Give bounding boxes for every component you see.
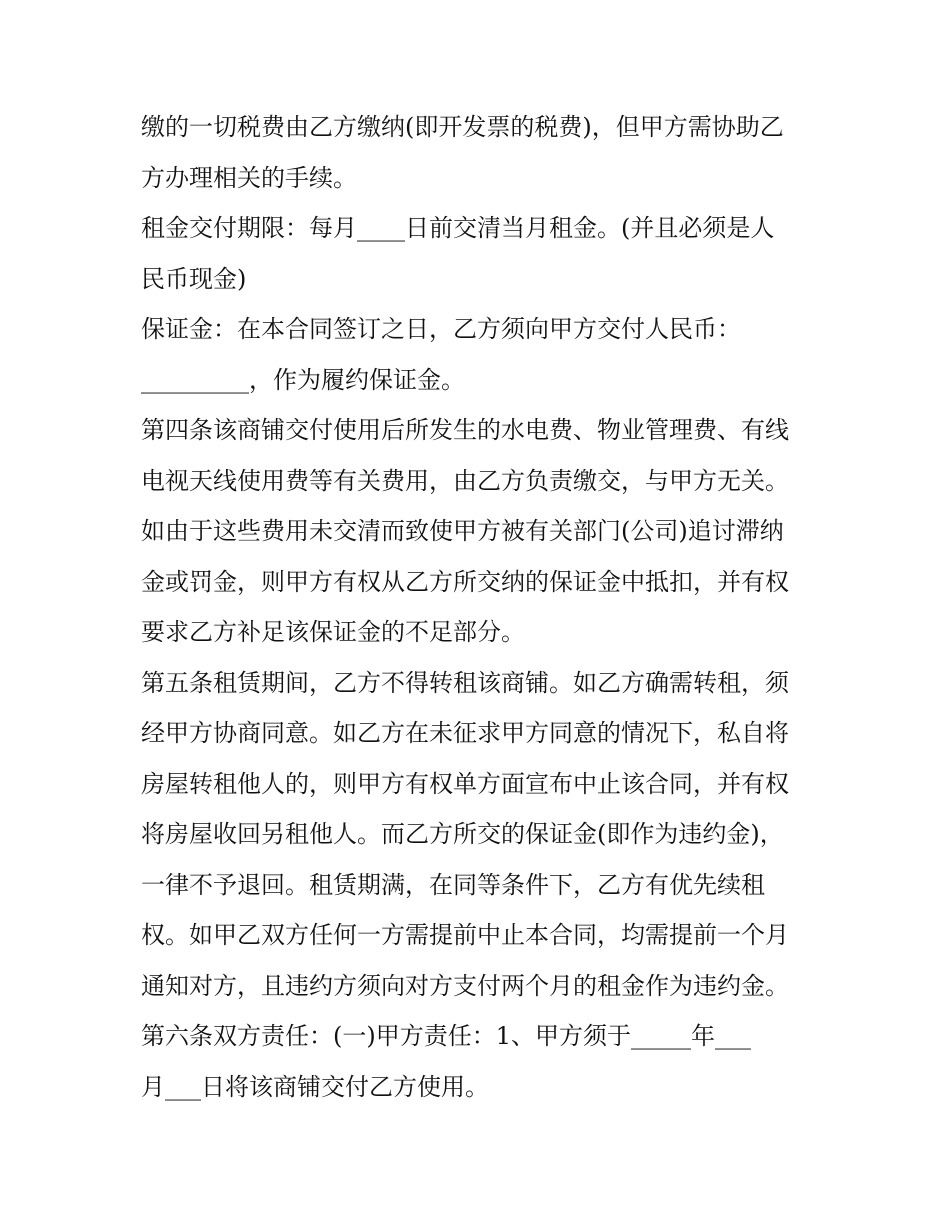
text-line: 一律不予退回。租赁期满，在同等条件下，乙方有优先续租 bbox=[141, 870, 765, 899]
text-line: 如由于这些费用未交清而致使甲方被有关部门(公司)追讨滞纳 bbox=[141, 517, 784, 545]
text-line: 月___日将该商铺交付乙方使用。 bbox=[141, 1072, 489, 1101]
text-line: 房屋转租他人的，则甲方有权单方面宣布中止该合同，并有权 bbox=[141, 769, 789, 798]
document-body bbox=[141, 102, 821, 1112]
text-line: 租金交付期限：每月____日前交清当月租金。(并且必须是人 bbox=[141, 214, 775, 242]
text-line: 将房屋收回另租他人。而乙方所交的保证金(即作为违约金)， bbox=[141, 820, 784, 848]
text-line: 通知对方，且违约方须向对方支付两个月的租金作为违约金。 bbox=[141, 971, 789, 1000]
text-line: 经甲方协商同意。如乙方在未征求甲方同意的情况下，私自将 bbox=[141, 719, 789, 747]
text-line: 金或罚金，则甲方有权从乙方所交纳的保证金中抵扣，并有权 bbox=[141, 567, 789, 596]
text-line: 第四条该商铺交付使用后所发生的水电费、物业管理费、有线 bbox=[141, 416, 789, 444]
text-line: 缴的一切税费由乙方缴纳(即开发票的税费)，但甲方需协助乙 bbox=[141, 113, 784, 141]
text-line: 民币现金) bbox=[141, 264, 247, 293]
text-line: 方办理相关的手续。 bbox=[141, 163, 357, 192]
text-line: 要求乙方补足该保证金的不足部分。 bbox=[141, 618, 525, 646]
text-line: 第六条双方责任：(一)甲方责任：1、甲方须于_____年___ bbox=[141, 1022, 751, 1050]
text-line: 第五条租赁期间，乙方不得转租该商铺。如乙方确需转租，须 bbox=[141, 668, 789, 697]
text-line: _________，作为履约保证金。 bbox=[141, 365, 465, 394]
text-line: 保证金：在本合同签订之日，乙方须向甲方交付人民币： bbox=[141, 315, 741, 343]
text-line: 权。如甲乙双方任何一方需提前中止本合同，均需提前一个月 bbox=[141, 921, 789, 949]
text-line: 电视天线使用费等有关费用，由乙方负责缴交，与甲方无关。 bbox=[141, 466, 789, 495]
